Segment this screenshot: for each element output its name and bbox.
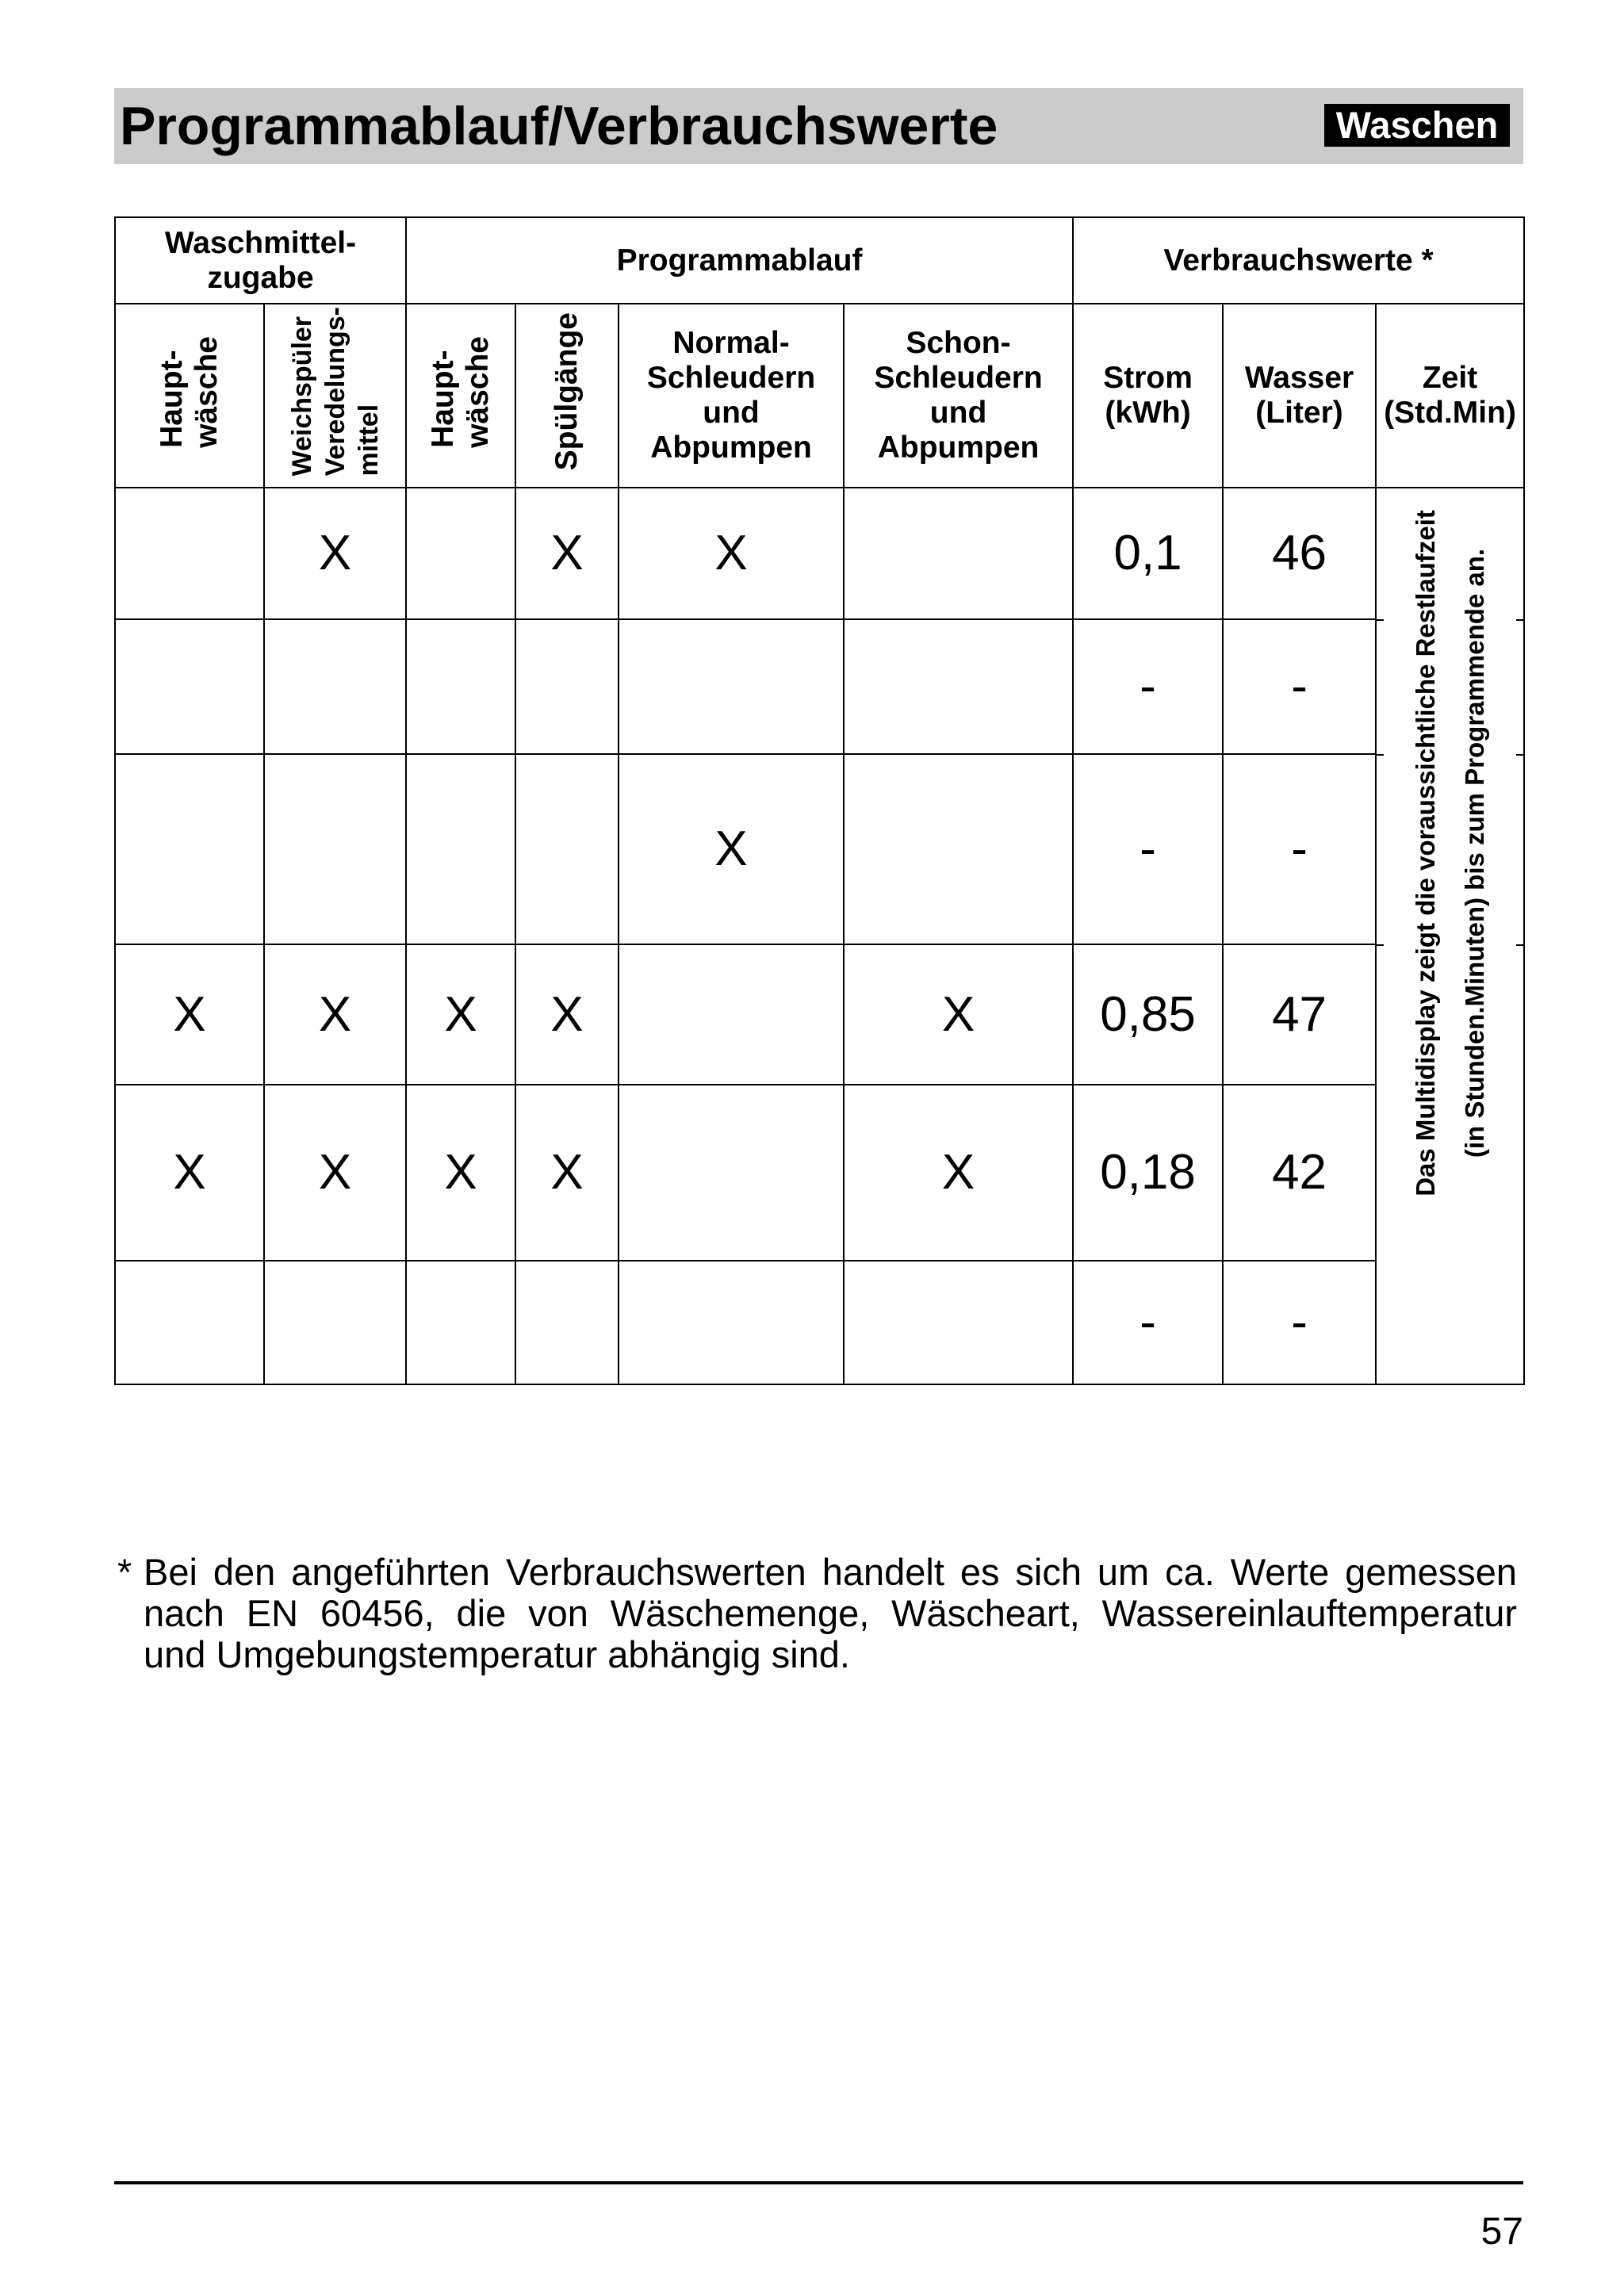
cell-softener: X [264, 1085, 406, 1261]
cell-time-note [1376, 488, 1524, 1384]
cell-energy: 0,1 [1073, 488, 1223, 619]
cell-gentle-spin: X [844, 944, 1073, 1085]
group-header-detergent: Waschmittel- zugabe [115, 217, 406, 304]
cell-energy: 0,85 [1073, 944, 1223, 1085]
footnote-text [144, 1552, 1517, 1675]
cell-gentle-spin [844, 619, 1073, 754]
cell-main-wash-dose [115, 488, 264, 619]
time-note [1401, 510, 1500, 1196]
title-bar [114, 88, 1523, 164]
cell-normal-spin: X [619, 488, 844, 619]
footnote-line: Bei den angeführten Verbrauchswerten handelt es sich um ca. Werte gemessen [144, 1551, 1517, 1593]
cell-water: 47 [1223, 944, 1376, 1085]
cell-water: 46 [1223, 488, 1376, 619]
cell-main-wash: X [406, 1085, 515, 1261]
column-header-label: Haupt- wäsche [426, 335, 496, 448]
cell-gentle-spin [844, 488, 1073, 619]
column-header-label: Weichspüler Veredelungs- mittel [286, 307, 384, 477]
cell-main-wash [406, 488, 515, 619]
cell-normal-spin: X [619, 754, 844, 944]
page-title: Programmablauf/Verbrauchswerte [120, 96, 998, 156]
group-header-row [115, 217, 1524, 304]
column-header-energy: Strom (kWh) [1073, 304, 1223, 488]
cell-main-wash-dose: X [115, 944, 264, 1085]
column-header-rinse [515, 304, 619, 488]
column-header-label: Spülgänge [550, 312, 584, 471]
column-header-softener [264, 304, 406, 488]
cell-softener: X [264, 488, 406, 619]
cell-water: 42 [1223, 1085, 1376, 1261]
table-row [115, 1085, 1524, 1261]
row-tick-mark [1377, 619, 1384, 621]
cell-gentle-spin [844, 754, 1073, 944]
cell-main-wash-dose [115, 619, 264, 754]
table-row [115, 1261, 1524, 1384]
table-row [115, 619, 1524, 754]
cell-energy: - [1073, 754, 1223, 944]
column-header-normal-spin: Normal- Schleudern und Abpumpen [619, 304, 844, 488]
column-header-label: Haupt- wäsche [155, 335, 224, 448]
row-tick-mark [1516, 619, 1523, 621]
column-header-main-wash [406, 304, 515, 488]
cell-normal-spin [619, 1261, 844, 1384]
section-badge: Waschen [1324, 104, 1510, 147]
cell-main-wash-dose [115, 754, 264, 944]
row-tick-mark [1516, 754, 1523, 756]
cell-softener [264, 619, 406, 754]
cell-softener [264, 1261, 406, 1384]
footnote-marker: * [117, 1551, 132, 1593]
cell-normal-spin [619, 1085, 844, 1261]
cell-softener [264, 754, 406, 944]
footnote-line: nach EN 60456, die von Wäschemenge, Wäscheart, Wassereinlauftemperatur [144, 1592, 1517, 1634]
cell-gentle-spin: X [844, 1085, 1073, 1261]
cell-main-wash-dose: X [115, 1085, 264, 1261]
cell-softener: X [264, 944, 406, 1085]
column-header-time: Zeit (Std.Min) [1376, 304, 1524, 488]
page-number: 57 [1480, 2211, 1523, 2253]
cell-energy: 0,18 [1073, 1085, 1223, 1261]
cell-main-wash [406, 754, 515, 944]
cell-normal-spin [619, 619, 844, 754]
cell-gentle-spin [844, 1261, 1073, 1384]
footer-divider [114, 2181, 1523, 2184]
cell-water: - [1223, 619, 1376, 754]
cell-rinse: X [515, 1085, 619, 1261]
cell-water: - [1223, 1261, 1376, 1384]
group-header-consumption: Verbrauchswerte * [1073, 217, 1524, 304]
cell-rinse [515, 619, 619, 754]
cell-main-wash [406, 619, 515, 754]
table-row [115, 488, 1524, 619]
row-tick-mark [1516, 944, 1523, 946]
time-note-line: (in Stunden.Minuten) bis zum Programmende an. [1459, 548, 1489, 1158]
cell-rinse [515, 1261, 619, 1384]
footnote-line: und Umgebungstemperatur abhängig sind. [144, 1633, 850, 1675]
column-header-main-wash-dose [115, 304, 264, 488]
column-header-gentle-spin: Schon- Schleudern und Abpumpen [844, 304, 1073, 488]
table-row [115, 754, 1524, 944]
group-header-program: Programmablauf [406, 217, 1073, 304]
footnote [117, 1552, 1517, 1675]
consumption-table [114, 216, 1525, 1385]
cell-energy: - [1073, 1261, 1223, 1384]
cell-energy: - [1073, 619, 1223, 754]
cell-rinse: X [515, 488, 619, 619]
cell-normal-spin [619, 944, 844, 1085]
cell-main-wash [406, 1261, 515, 1384]
table-row [115, 944, 1524, 1085]
row-tick-mark [1377, 754, 1384, 756]
cell-rinse [515, 754, 619, 944]
cell-main-wash-dose [115, 1261, 264, 1384]
cell-main-wash: X [406, 944, 515, 1085]
cell-water: - [1223, 754, 1376, 944]
column-header-row [115, 304, 1524, 488]
cell-rinse: X [515, 944, 619, 1085]
time-note-line: Das Multidisplay zeigt die voraussichtliche Restlaufzeit [1410, 510, 1440, 1196]
row-tick-mark [1377, 944, 1384, 946]
column-header-water: Wasser (Liter) [1223, 304, 1376, 488]
